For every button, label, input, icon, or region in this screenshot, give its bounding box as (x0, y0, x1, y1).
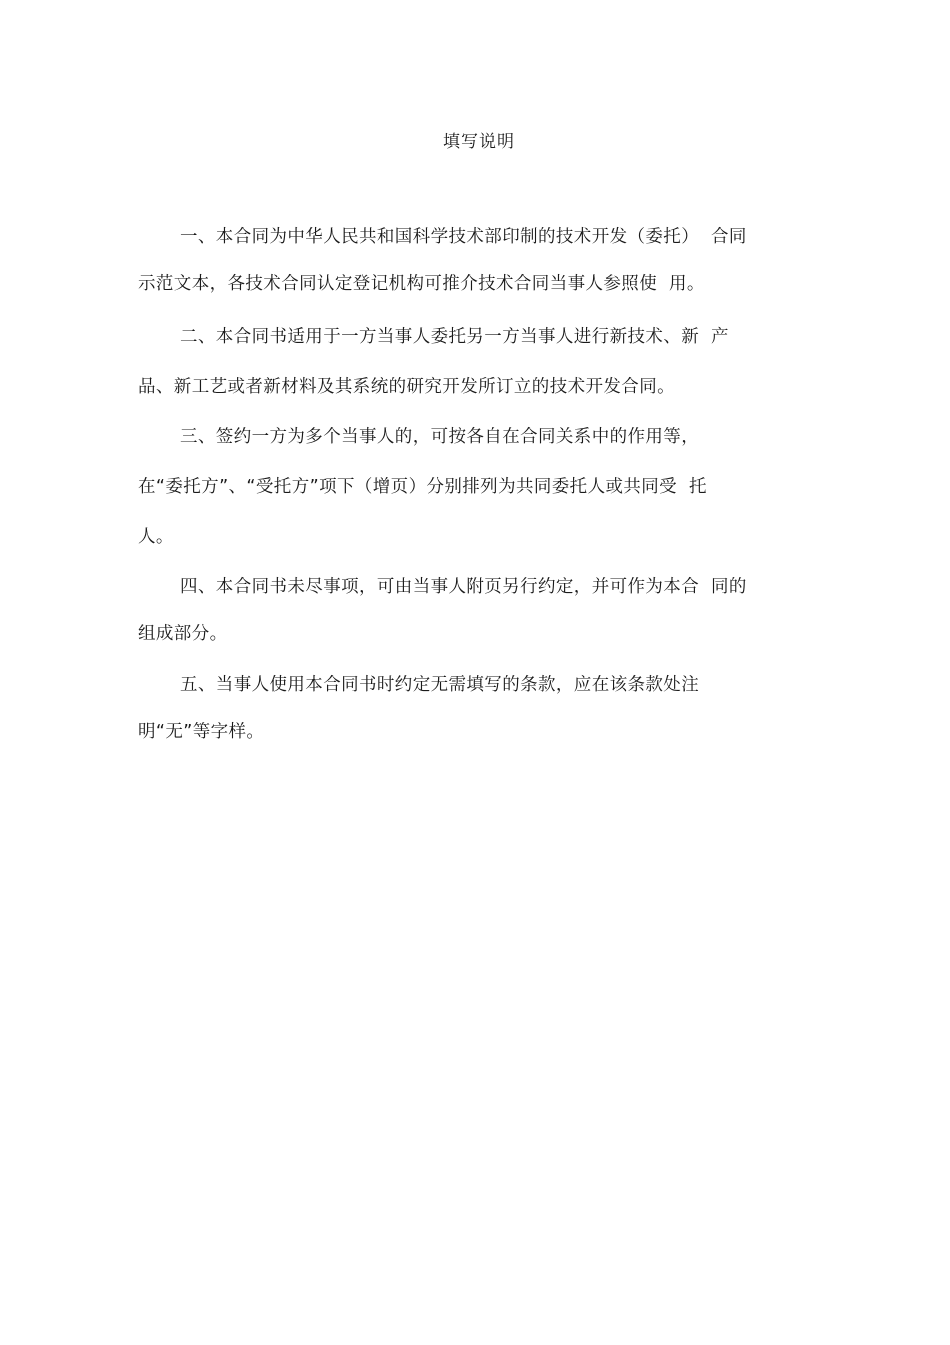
paragraph-3-line-1: 三、签约一方为多个当事人的，可按各自在合同关系中的作用等， (180, 427, 700, 447)
paragraph-1-line-2: 示范文本，各技术合同认定登记机构可推介技术合同当事人参照使 用。 (138, 274, 705, 294)
paragraph-5-line-1: 五、当事人使用本合同书时约定无需填写的条款，应在该条款处注 (180, 675, 700, 695)
paragraph-3-line-2: 在“委托方”、“受托方”项下（增页）分别排列为共同委托人或共同受 托 (138, 477, 707, 497)
paragraph-4-line-2: 组成部分。 (138, 624, 228, 644)
paragraph-4-line-1: 四、本合同书未尽事项，可由当事人附页另行约定，并可作为本合 同的 (180, 577, 747, 597)
paragraph-2-line-2: 品、新工艺或者新材料及其系统的研究开发所订立的技术开发合同。 (138, 377, 675, 397)
paragraph-1-line-1: 一、本合同为中华人民共和国科学技术部印制的技术开发（委托） 合同 (180, 227, 747, 247)
paragraph-5-line-2: 明“无”等字样。 (138, 722, 265, 742)
paragraph-3-line-3: 人。 (138, 527, 174, 547)
paragraph-2-line-1: 二、本合同书适用于一方当事人委托另一方当事人进行新技术、新 产 (180, 327, 729, 347)
page-title: 填写说明 (443, 132, 515, 152)
